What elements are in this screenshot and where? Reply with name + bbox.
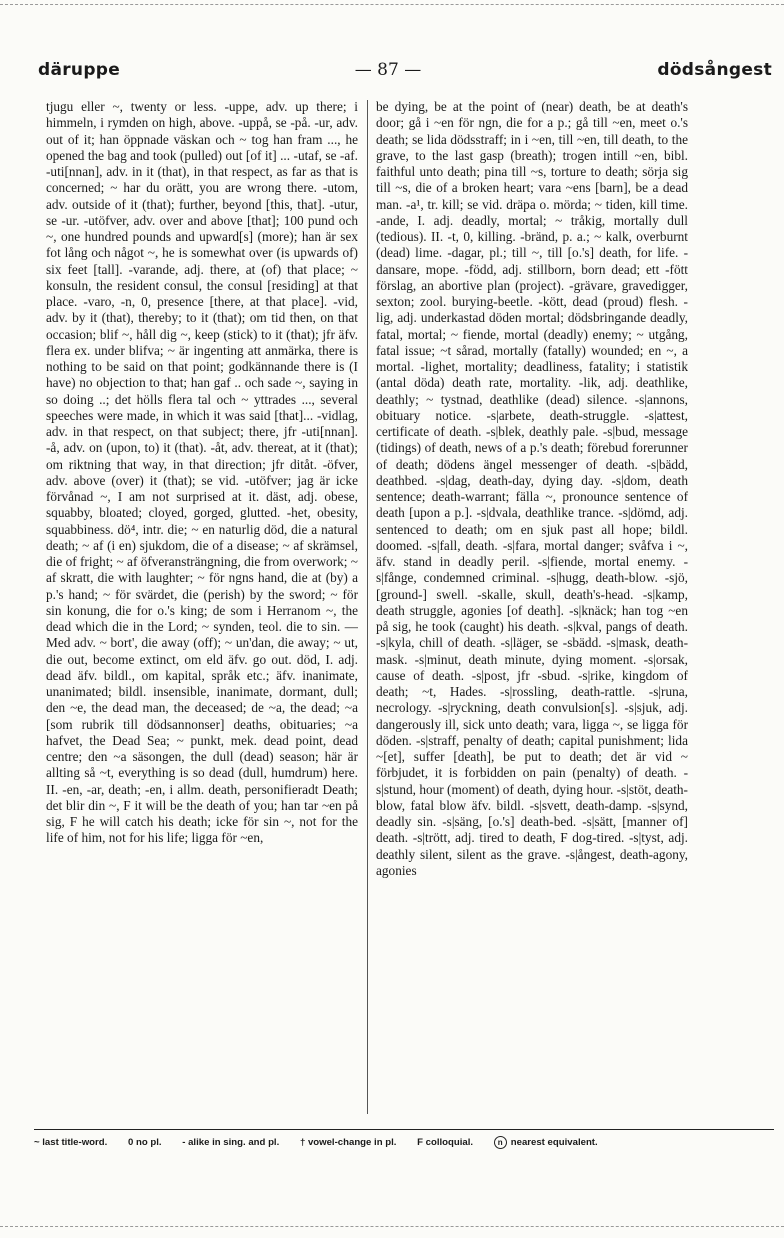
dictionary-column-right: be dying, be at the point of (near) death, be at death's door; gå i ~en för ngn, die for a p.; gå till ~en, meet o.'s death; se lida dödsstraff; in i ~en, till ~en, till death, to the grave, to the last gasp (breath); trogen intill ~en, bibl. faithful unto death; pina till ~s, torture to death; sörja sig till ~s, die of a broken heart; vara ~ens [barn], be a dead man. -a¹, tr. kill; se vid. dräpa o. mörda; ~ tiden, kill time. -ande, I. adj. deadly, mortal; ~ tråkig, mortally dull (tedious). II. -t, 0, killing. -bränd, p. a.; ~ kalk, overburnt (dead) lime. -dagar, pl.; till ~, till [o.'s] death, for life. -dansare, mope. -född, adj. stillborn, born dead; ett -fött förslag, an abortive plan (project). -grävare, gravedigger, sexton; zool. burying-beetle. -kött, dead (proud) flesh. -lig, adj. underkastad döden mortal; dödsbringande deadly, fatal, mortal; ~ fiende, mortal (deadly) enemy; ~ utgång, fatal issue; ~t sårad, mortally (fatally) wounded; en ~, a mortal. -lighet, mortality; deadliness, fatality; i statistik (antal döda) death rate, mortality. -lik, adj. deathlike, deathly; ~ tystnad, deathlike (dead) silence. -s|annons, obituary notice. -s|arbete, death-struggle. -s|attest, certificate of death. -s|blek, deathly pale. -s|bud, message (tidings) of death, news of a p.'s death; förebud forerunner of death; dödens ängel messenger of death. -s|bädd, deathbed. -s|dag, death-day, dying day. -s|dom, death sentence; death-warrant; fälla ~, pronounce sentence of death [upon a p.]. -s|dvala, deathlike trance. -s|dömd, adj. sentenced to death; om en sjuk past all hope; bildl. doomed. -s|fall, death. -s|fara, mortal danger; svåfva i ~, äfv. stand in deadly peril. -s|fiende, mortal enemy. -s|fånge, condemned criminal. -s|hugg, death-blow. -sjö, [ground-] swell. -skalle, skull, death's-head. -s|kamp, death struggle, agonies [of death]. -s|knäck; han tog ~en på sig, he took (caught) his death. -s|kval, pangs of death. -s|kyla, chill of death. -s|läger, se -sbädd. -s|mask, death-mask. -s|minut, death minute, dying moment. -s|orsak, cause of death. -s|post, jfr -sbud. -s|rike, kingdom of death; ~t, Hades. -s|rossling, death-rattle. -s|runa, necrology. -s|ryckning, death convulsion[s]. -s|sjuk, adj. dangerously ill, sick unto death; vara, ligga ~, se ligga för döden. -s|straff, penalty of death; capital punishment; lida ~[et], suffer [death], be put to death; det är vid ~ förbjudet, it is forbidden on pain (penalty) of death. -s|stund, hour (moment) of death, dying hour. -s|stöt, death-blow, fatal blow äfv. bildl. -s|svett, death-damp. -s|synd, deadly sin. -s|säng, [o.'s] death-bed. -s|sätt, [manner of] death. -s|trött, adj. tired to death, F dog-tired. -s|tyst, adj. deathly silent, silent as the grave. -s|ångest, death-agony, agonies xyxy=(376,99,688,878)
circled-n-icon: n xyxy=(494,1136,507,1149)
scan-edge-bottom xyxy=(0,1226,784,1227)
abbreviation-key xyxy=(34,1136,774,1152)
running-head-left: däruppe xyxy=(38,60,121,80)
page-header xyxy=(38,58,772,88)
scan-edge-top xyxy=(0,0,784,5)
footer-rule xyxy=(34,1129,774,1130)
key-nearest: nearest equivalent. xyxy=(510,1137,598,1149)
running-head-right: dödsångest xyxy=(657,60,772,80)
page-number: — 87 — xyxy=(354,60,422,80)
key-dash: - alike in sing. and pl. xyxy=(182,1137,280,1149)
key-colloquial: F colloquial. xyxy=(417,1137,474,1149)
key-dagger: † vowel-change in pl. xyxy=(299,1137,397,1149)
dictionary-column-left: tjugu eller ~, twenty or less. -uppe, adv. up there; i himmeln, i rymden on high, above. -uppå, se -på. -ur, adv. out of it; han öppnade väskan och ~ tog han fram ..., he opened the bag and took (pulled) out [of it] ... -utaf, se -af. -uti[nnan], adv. in it (that), in that respect, as far as that is concerned; ~ har du orätt, you are wrong there. -utom, adv. outside of it (that); further, beyond [this, that]. -utur, se -ur. -utöfver, adv. over and above [that]; 100 pund och ~, one hundred pounds and upward[s] (more); han är sex fot lång och något ~, he is somewhat over (is upwards of) six feet [tall]. -varande, adj. there, at (of) that place; ~ konsuln, the resident consul, the consul [residing] at that place. -varo, -n, 0, presence [there, at that place]. -vid, adv. by it (that), thereby; to it (that); om tid then, on that occasion; blif ~, håll dig ~, keep (stick) to it (that); jfr äfv. flera ex. under blifva; ~ är ingenting att anmärka, there is nothing to be said on that point; godkännande there is (I have) no objection to that; han gaf .. och sade ~, saying in so doing ..; det hölls flera tal och ~ yttrades ..., several speeches were made, in which it was said [that]... -vidlag, adv. in that respect, on that subject; there, jfr -uti[nnan]. -å, adv. on (upon, to) it (that). -åt, adv. thereat, at it (that); om riktning that way, in that direction; jfr ditåt. -öfver, adv. above (over) it (that); se vid. -utöfver; jag är icke förvånad ~, I am not surprised at it. däst, adj. obese, squabby, bloated; cloyed, gorged, glutted. -het, obesity, squabbiness. dö⁴, intr. die; ~ en naturlig död, die a natural death; ~ af (i en) sjukdom, die of a disease; ~ af skrämsel, die of fright; ~ af öfveransträngning, die from overwork; ~ af skratt, die with laughter; ~ för ngns hand, die at (by) a p.'s hand; ~ för svärdet, die (perish) by the sword; ~ för sin konung, die for o.'s king; de som i Herranom ~, the dead which die in the Lord; ~ synden, teol. die to sin. — Med adv. ~ bort', die away (off); ~ un'dan, die away; ~ ut, die out, become extinct, om eld äfv. go out. död, I. adj. dead äfv. bildl., om kapital, språk etc.; äfv. inanimate, unanimated; bildl. insensible, inanimate, dormant, dull; den ~e, the dead man, the deceased; de ~a, the dead; ~a [som rubrik till dödsannonser] deaths, obituaries; ~a hafvet, the Dead Sea; ~ punkt, mek. dead point, dead centre; den ~a säsongen, the dull (dead) season; här är allting så ~t, everything is so dead (dull, humdrum) here. II. -en, -ar, death; -en, i allm. death, personifieradt Death; det blir din ~, F it will be the death of you; han tar ~en på sig, F he will catch his death; icke för sin ~, not for the life of him, not for his life; ligga för ~en, xyxy=(46,99,358,846)
key-zero: 0 no pl. xyxy=(127,1137,162,1149)
column-divider xyxy=(367,100,368,1114)
key-tilde: ~ last title-word. xyxy=(34,1137,108,1149)
